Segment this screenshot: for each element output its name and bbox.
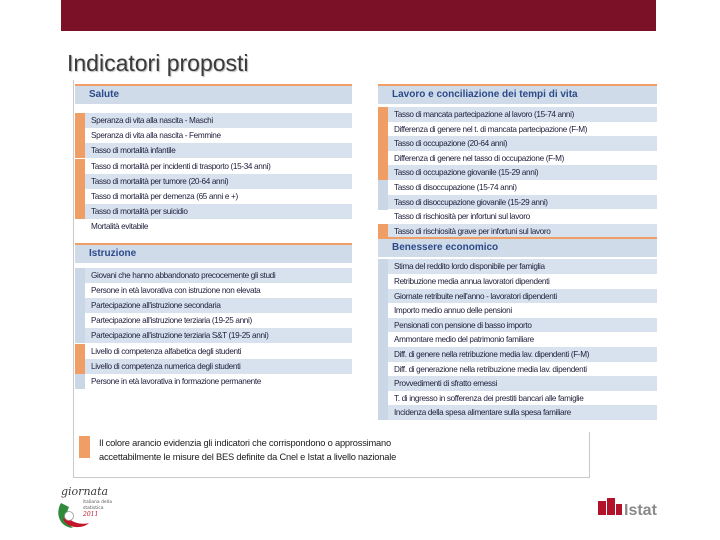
indicator-label: Differenza di genere nel t. di mancata partecipazione (F-M): [388, 122, 657, 137]
indicator-row: [75, 143, 352, 158]
indicator-label: Differenza di genere nel tasso di occupazione (F-M): [388, 151, 657, 166]
indicator-row: [75, 298, 352, 313]
indicator-row: [378, 274, 657, 289]
indicator-row: [378, 289, 657, 304]
table-frame-right: [589, 432, 590, 478]
indicator-label: Pensionati con pensione di basso importo: [388, 318, 657, 333]
indicator-label: Tasso di rischiosità grave per infortuni sul lavoro: [388, 224, 657, 239]
indicator-row: [378, 180, 657, 195]
indicator-label: Persone in età lavorativa con istruzione non elevata: [85, 283, 352, 298]
indicator-label: Retribuzione media annua lavoratori dipendenti: [388, 274, 657, 289]
indicator-row: [75, 283, 352, 298]
indicator-row: [75, 128, 352, 143]
table-frame-bottom: [73, 477, 590, 478]
svg-text:italiana della: italiana della: [83, 500, 112, 505]
row-marker: [378, 391, 388, 406]
indicator-row: [75, 374, 352, 389]
indicator-label: T. di ingresso in sofferenza dei prestiti bancari alle famiglie: [388, 391, 657, 406]
row-marker: [378, 318, 388, 333]
bes-highlight-marker: [75, 143, 85, 158]
indicator-label: Tasso di mortalità per suicidio: [85, 204, 352, 219]
row-marker: [378, 362, 388, 377]
row-marker: [378, 376, 388, 391]
indicator-label: Speranza di vita alla nascita - Maschi: [85, 113, 352, 128]
indicator-label: Diff. di genere nella retribuzione media lav. dipendenti (F-M): [388, 347, 657, 362]
indicator-row: [75, 268, 352, 283]
indicator-label: Tasso di mortalità infantile: [85, 143, 352, 158]
indicator-row: [75, 219, 352, 234]
indicator-row: [75, 174, 352, 189]
row-marker: [378, 332, 388, 347]
legend-line-2: accettabilmente le misure del BES definite da Cnel e Istat a livello nazionale: [99, 452, 397, 462]
indicator-row: [75, 344, 352, 359]
bes-highlight-marker: [75, 159, 85, 174]
bes-highlight-marker: [378, 122, 388, 137]
legend-line-1: Il colore arancio evidenzia gli indicatori che corrispondono o approssimano: [99, 438, 391, 448]
bes-highlight-marker: [75, 359, 85, 374]
row-marker: [378, 289, 388, 304]
indicator-row: [75, 159, 352, 174]
table-frame-left: [73, 80, 74, 478]
indicator-label: Partecipazione all'istruzione secondaria: [85, 298, 352, 313]
bes-highlight-marker: [378, 151, 388, 166]
indicator-label: Partecipazione all'istruzione terziaria (19-25 anni): [85, 313, 352, 328]
row-marker: [75, 374, 85, 389]
bes-highlight-marker: [75, 204, 85, 219]
indicator-row: [75, 113, 352, 128]
indicator-label: Tasso di occupazione giovanile (15-29 anni): [388, 165, 657, 180]
indicator-label: Ammontare medio del patrimonio familiare: [388, 332, 657, 347]
indicator-row: [378, 122, 657, 137]
row-marker: [378, 259, 388, 274]
indicator-row: [75, 313, 352, 328]
indicator-label: Partecipazione all'istruzione terziaria S&T (19-25 anni): [85, 328, 352, 343]
indicator-label: Livello di competenza alfabetica degli studenti: [85, 344, 352, 359]
indicator-label: Tasso di occupazione (20-64 anni): [388, 136, 657, 151]
row-marker: [75, 283, 85, 298]
bes-highlight-marker: [75, 174, 85, 189]
indicator-label: Speranza di vita alla nascita - Femmine: [85, 128, 352, 143]
indicator-label: Giornate retribuite nell'anno - lavoratori dipendenti: [388, 289, 657, 304]
indicator-row: [378, 376, 657, 391]
svg-text:statistica: statistica: [83, 506, 104, 511]
indicator-label: Mortalità evitabile: [85, 219, 352, 234]
slide-title: Indicatori proposti: [67, 50, 249, 76]
indicator-label: Diff. di generazione nella retribuzione media lav. dipendenti: [388, 362, 657, 377]
bes-highlight-marker: [75, 113, 85, 128]
indicator-label: Importo medio annuo delle pensioni: [388, 303, 657, 318]
section-header-istruzione: Istruzione: [75, 243, 352, 263]
indicator-row: [378, 318, 657, 333]
right-column: [378, 84, 657, 424]
row-marker: [75, 328, 85, 343]
svg-text:2011: 2011: [83, 511, 99, 518]
left-column: [75, 84, 352, 424]
section-header-benessere: Benessere economico: [378, 237, 657, 257]
indicator-row: [378, 259, 657, 274]
bes-highlight-marker: [378, 107, 388, 122]
row-marker: [378, 347, 388, 362]
svg-text:giornata: giornata: [61, 485, 109, 498]
indicator-row: [75, 328, 352, 343]
section-header-lavoro: Lavoro e conciliazione dei tempi di vita: [378, 84, 657, 104]
istat-logo-text: Istat: [624, 502, 657, 518]
indicator-label: Tasso di rischiosità per infortuni sul lavoro: [388, 209, 657, 224]
indicator-label: Tasso di disoccupazione (15-74 anni): [388, 180, 657, 195]
legend-orange-swatch: [79, 436, 90, 458]
row-marker: [378, 274, 388, 289]
row-marker: [75, 298, 85, 313]
indicator-label: Tasso di mortalità per demenza (65 anni e +): [85, 189, 352, 204]
indicator-row: [378, 195, 657, 210]
indicator-label: Tasso di mortalità per tumore (20-64 anni): [85, 174, 352, 189]
indicator-row: [378, 347, 657, 362]
bes-highlight-marker: [75, 344, 85, 359]
indicator-row: [378, 151, 657, 166]
bes-highlight-marker: [378, 136, 388, 151]
indicator-label: Persone in età lavorativa in formazione permanente: [85, 374, 352, 389]
bes-highlight-marker: [75, 128, 85, 143]
indicator-row: [378, 405, 657, 420]
indicator-row: [378, 391, 657, 406]
istat-logo: [597, 496, 659, 518]
row-marker: [75, 313, 85, 328]
indicator-label: Incidenza della spesa alimentare sulla spesa familiare: [388, 405, 657, 420]
legend-text: [99, 436, 419, 464]
indicator-row: [75, 189, 352, 204]
indicator-label: Tasso di mortalità per incidenti di trasporto (15-34 anni): [85, 159, 352, 174]
indicator-label: Tasso di disoccupazione giovanile (15-29 anni): [388, 195, 657, 210]
indicator-row: [378, 165, 657, 180]
indicator-row: [378, 362, 657, 377]
indicator-row: [378, 332, 657, 347]
section-header-salute: Salute: [75, 84, 352, 104]
indicator-label: Giovani che hanno abbandonato precocemente gli studi: [85, 268, 352, 283]
indicator-row: [75, 359, 352, 374]
top-banner: [61, 0, 656, 31]
bes-highlight-marker: [378, 165, 388, 180]
indicator-row: [75, 204, 352, 219]
row-marker: [75, 219, 85, 234]
indicator-row: [378, 107, 657, 122]
row-marker: [378, 405, 388, 420]
indicator-label: Provvedimenti di sfratto emessi: [388, 376, 657, 391]
row-marker: [378, 180, 388, 195]
indicator-row: [378, 136, 657, 151]
indicator-label: Livello di competenza numerica degli studenti: [85, 359, 352, 374]
row-marker: [378, 209, 388, 224]
indicator-row: [378, 303, 657, 318]
bes-highlight-marker: [75, 189, 85, 204]
indicator-label: Tasso di mancata partecipazione al lavoro (15-74 anni): [388, 107, 657, 122]
giornata-statistica-logo-icon: [53, 483, 113, 531]
indicator-row: [378, 209, 657, 224]
indicator-label: Stima del reddito lordo disponibile per famiglia: [388, 259, 657, 274]
row-marker: [378, 303, 388, 318]
row-marker: [378, 195, 388, 210]
row-marker: [75, 268, 85, 283]
